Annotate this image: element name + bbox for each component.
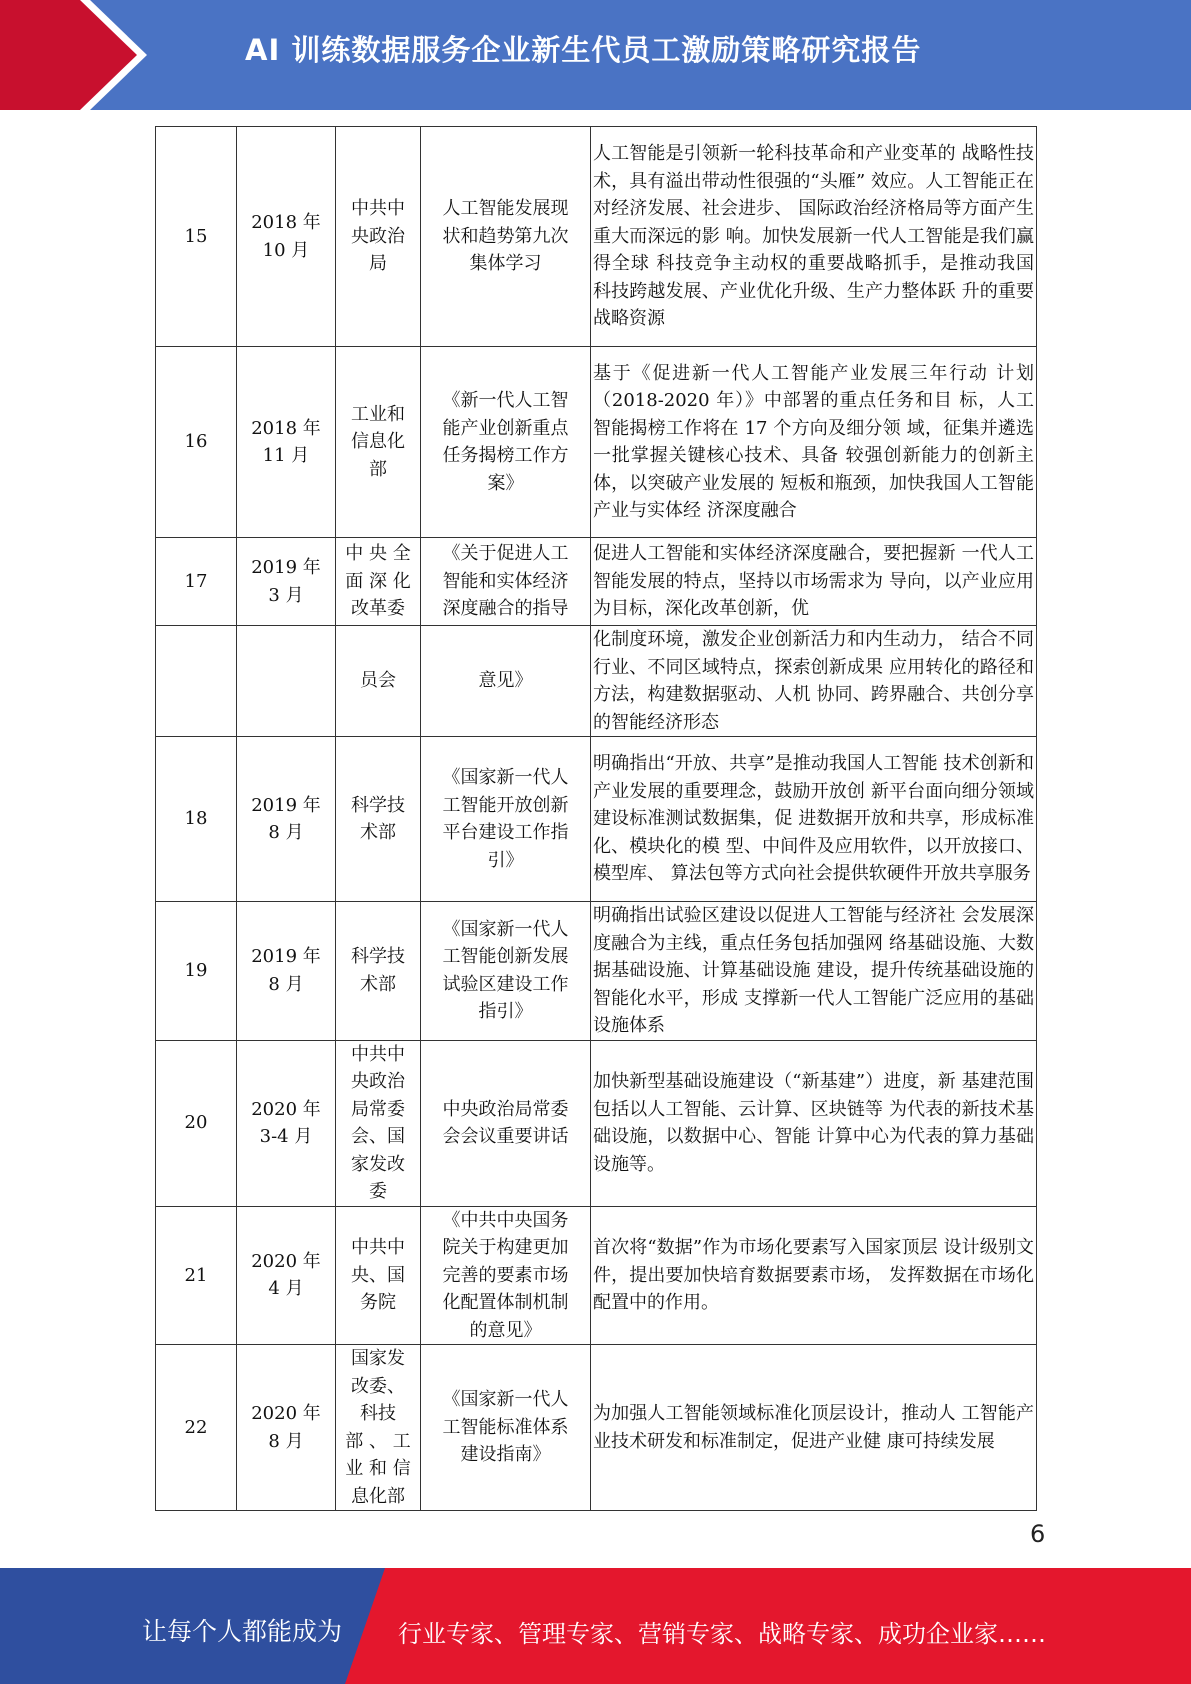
row-description: 为加强人工智能领域标准化顶层设计，推动人 工智能产业技术研发和标准制定，促进产业健 康可持续发展 (591, 1345, 1037, 1511)
footer-slogan-left: 让每个人都能成为 (142, 1617, 343, 1646)
table-row (156, 1040, 1037, 1206)
row-document: 《国家新一代人 工智能创新发展 试验区建设工作 指引》 (421, 902, 591, 1041)
row-description: 明确指出试验区建设以促进人工智能与经济社 会发展深度融合为主线，重点任务包括加强网 络基础设施、大数据基础设施、计算基础设施 建设，提升传统基础设施的智能化水平，形成 支撑新一代人工智能广泛应用的基础设施体系 (591, 902, 1037, 1041)
row-number (156, 626, 237, 737)
row-description: 化制度环境，激发企业创新活力和内生动力， 结合不同行业、不同区域特点，探索创新成果 应用转化的路径和方法，构建数据驱动、人机 协同、跨界融合、共创分享的智能经济形态 (591, 626, 1037, 737)
row-description: 首次将“数据”作为市场化要素写入国家顶层 设计级别文件，提出要加快培育数据要素市场， 发挥数据在市场化配置中的作用。 (591, 1206, 1037, 1345)
row-number: 19 (156, 902, 237, 1041)
header-red-chevron (0, 0, 160, 110)
row-date (237, 626, 336, 737)
row-number: 18 (156, 737, 237, 902)
row-date: 2020 年 8 月 (237, 1345, 336, 1511)
row-issuer: 中共中 央政治 局 (336, 127, 421, 347)
table-row (156, 127, 1037, 347)
row-number: 16 (156, 347, 237, 538)
table-row (156, 1345, 1037, 1511)
table-row (156, 347, 1037, 538)
row-description: 基于《促进新一代人工智能产业发展三年行动 计划（2018-2020 年）》中部署的重点任务和目 标，人工智能揭榜工作将在 17 个方向及细分领 域，征集并遴选一批掌握关键核心技术、具备 较强创新能力的创新主体，以突破产业发展的 短板和瓶颈，加快我国人工智能产业与实体经 济深度融合 (591, 347, 1037, 538)
row-document: 《国家新一代人 工智能标准体系 建设指南》 (421, 1345, 591, 1511)
row-document: 人工智能发展现 状和趋势第九次 集体学习 (421, 127, 591, 347)
row-issuer: 中共中 央政治 局常委 会、国 家发改 委 (336, 1040, 421, 1206)
row-description: 人工智能是引领新一轮科技革命和产业变革的 战略性技术，具有溢出带动性很强的“头雁” 效应。人工智能正在对经济发展、社会进步、 国际政治经济格局等方面产生重大而深远的影 响。加快发展新一代人工智能是我们赢得全球 科技竞争主动权的重要战略抓手，是推动我国 科技跨越发展、产业优化升级、生产力整体跃 升的重要战略资源 (591, 127, 1037, 347)
row-issuer: 中 央 全 面 深 化 改革委 (336, 538, 421, 626)
row-issuer: 科学技 术部 (336, 737, 421, 902)
row-number: 15 (156, 127, 237, 347)
row-issuer: 国家发 改委、 科技 部 、 工 业 和 信 息化部 (336, 1345, 421, 1511)
footer-slogan-right: 行业专家、管理专家、营销专家、战略专家、成功企业家…… (398, 1620, 1046, 1648)
row-document: 《中共中央国务 院关于构建更加 完善的要素市场 化配置体制机制 的意见》 (421, 1206, 591, 1345)
row-number: 22 (156, 1345, 237, 1511)
row-date: 2019 年 8 月 (237, 902, 336, 1041)
table-row (156, 902, 1037, 1041)
row-description: 明确指出“开放、共享”是推动我国人工智能 技术创新和产业发展的重要理念，鼓励开放创 新平台面向细分领域建设标准测试数据集，促 进数据开放和共享，形成标准化、模块化的模 型、中间件及应用软件，以开放接口、模型库、 算法包等方式向社会提供软硬件开放共享服务 (591, 737, 1037, 902)
row-number: 17 (156, 538, 237, 626)
row-number: 21 (156, 1206, 237, 1345)
row-date: 2019 年 8 月 (237, 737, 336, 902)
row-date: 2018 年 11 月 (237, 347, 336, 538)
table-row (156, 737, 1037, 902)
report-header (0, 0, 1191, 110)
table-row (156, 538, 1037, 626)
page-number: 6 (1030, 1520, 1046, 1548)
row-issuer: 员会 (336, 626, 421, 737)
row-issuer: 工业和 信息化 部 (336, 347, 421, 538)
row-document: 中央政治局常委 会会议重要讲话 (421, 1040, 591, 1206)
report-footer (0, 1568, 1191, 1684)
row-date: 2019 年 3 月 (237, 538, 336, 626)
report-title: AI 训练数据服务企业新生代员工激励策略研究报告 (245, 33, 922, 67)
row-issuer: 科学技 术部 (336, 902, 421, 1041)
row-date: 2018 年 10 月 (237, 127, 336, 347)
row-issuer: 中共中 央、国 务院 (336, 1206, 421, 1345)
row-description: 加快新型基础设施建设（“新基建”）进度，新 基建范围包括以人工智能、云计算、区块链等 为代表的新技术基础设施，以数据中心、智能 计算中心为代表的算力基础设施等。 (591, 1040, 1037, 1206)
row-document: 《新一代人工智 能产业创新重点 任务揭榜工作方 案》 (421, 347, 591, 538)
row-document: 意见》 (421, 626, 591, 737)
table-row (156, 626, 1037, 737)
policy-table (155, 126, 1037, 1511)
row-description: 促进人工智能和实体经济深度融合，要把握新 一代人工智能发展的特点，坚持以市场需求为 导向，以产业应用为目标，深化改革创新，优 (591, 538, 1037, 626)
row-date: 2020 年 4 月 (237, 1206, 336, 1345)
row-number: 20 (156, 1040, 237, 1206)
table-row (156, 1206, 1037, 1345)
row-date: 2020 年 3-4 月 (237, 1040, 336, 1206)
row-document: 《国家新一代人 工智能开放创新 平台建设工作指 引》 (421, 737, 591, 902)
row-document: 《关于促进人工 智能和实体经济 深度融合的指导 (421, 538, 591, 626)
